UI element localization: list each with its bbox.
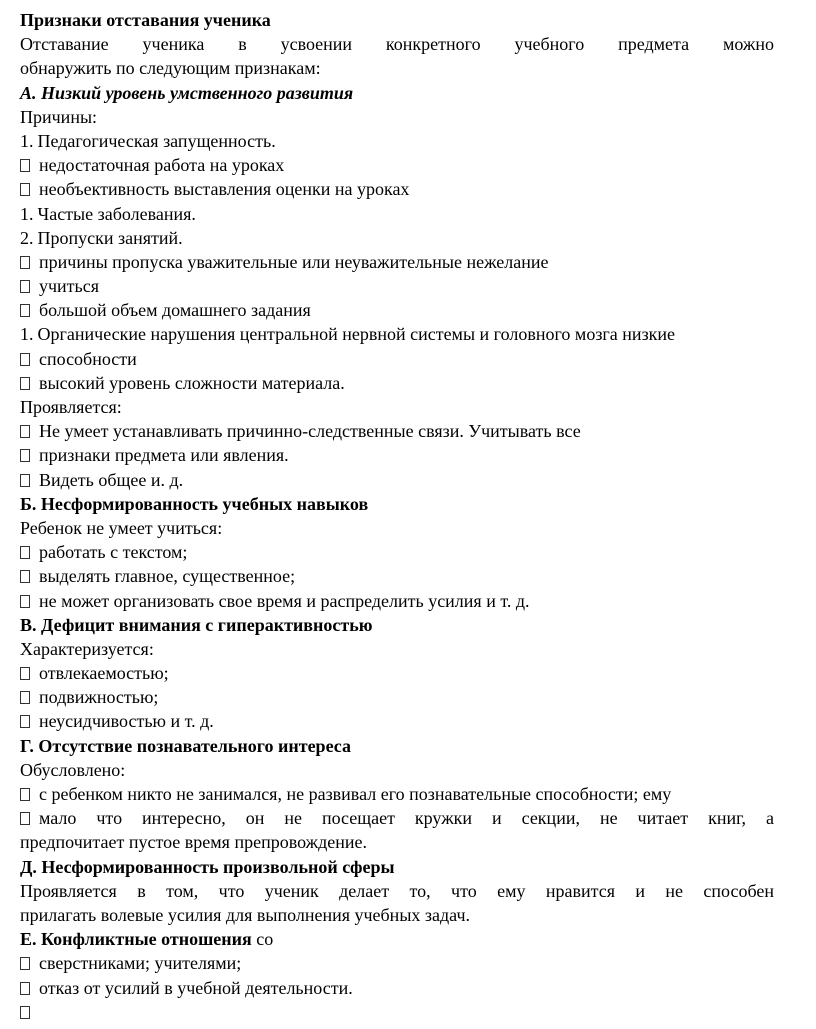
item-number: 1. — [20, 324, 34, 345]
bullet-square-icon — [20, 1006, 30, 1019]
bullet-text: Видеть общее и. д. — [39, 469, 184, 490]
continuation-line: предпочитает пустое время препровождение. — [20, 832, 367, 853]
section-e-line-1: Проявляется в том, что ученик делает то, что ему нравится и не способен — [20, 880, 774, 901]
section-e-heading: Д. Несформированность произвольной сферы — [20, 856, 395, 877]
bullet-text: сверстниками; учителями; — [39, 953, 242, 974]
bullet-square-icon — [20, 159, 30, 172]
bullet-square-icon — [20, 183, 30, 196]
bullet-text: высокий уровень сложности материала. — [39, 372, 345, 393]
bullet-item-justified — [20, 806, 774, 830]
bullet-square-icon — [20, 474, 30, 487]
bullet-text: большой объем домашнего задания — [39, 300, 311, 321]
section-b-heading: Б. Несформированность учебных навыков — [20, 493, 369, 514]
bullet-item — [20, 468, 774, 492]
bullet-square-icon — [20, 788, 30, 801]
bullet-item — [20, 298, 774, 322]
bullet-square-icon — [20, 812, 30, 825]
bullet-text: отказ от усилий в учебной деятельности. — [39, 977, 353, 998]
item-text: Педагогическая запущенность. — [37, 130, 276, 151]
bullet-item — [20, 589, 774, 613]
bullet-item — [20, 976, 774, 1000]
bullet-item — [20, 782, 774, 806]
numbered-item — [20, 322, 774, 346]
bullet-square-icon — [20, 425, 30, 438]
numbered-item — [20, 202, 774, 226]
item-number: 2. — [20, 227, 34, 248]
bullet-text: способности — [39, 348, 137, 369]
bullet-square-icon — [20, 377, 30, 390]
bullet-text: не может организовать свое время и распределить усилия и т. д. — [39, 590, 530, 611]
document-page — [20, 8, 774, 1024]
bullet-text: учиться — [39, 276, 100, 297]
bullet-text: необъективность выставления оценки на уроках — [39, 179, 410, 200]
section-d-lead: Обусловлено: — [20, 759, 126, 780]
intro-line-1: Отставание ученика в усвоении конкретного учебного предмета можно — [20, 34, 774, 55]
section-f-heading-tail: со — [251, 929, 274, 950]
bullet-square-icon — [20, 256, 30, 269]
bullet-item — [20, 540, 774, 564]
item-number: 1. — [20, 203, 34, 224]
item-text: Частые заболевания. — [37, 203, 196, 224]
bullet-square-icon — [20, 304, 30, 317]
section-a-heading: А. Низкий уровень умственного развития — [20, 82, 354, 103]
causes-label: Причины: — [20, 106, 98, 127]
bullet-item — [20, 661, 774, 685]
bullet-text: выделять главное, существенное; — [39, 566, 296, 587]
bullet-item — [20, 347, 774, 371]
bullet-square-icon — [20, 982, 30, 995]
section-c-lead: Характеризуется: — [20, 638, 154, 659]
bullet-square-icon — [20, 715, 30, 728]
bullet-item — [20, 250, 774, 274]
bullet-text: недостаточная работа на уроках — [39, 155, 285, 176]
bullet-text: отвлекаемостью; — [39, 663, 169, 684]
bullet-item — [20, 443, 774, 467]
bullet-square-icon — [20, 353, 30, 366]
bullet-square-icon — [20, 691, 30, 704]
section-b-lead: Ребенок не умеет учиться: — [20, 517, 223, 538]
bullet-item — [20, 564, 774, 588]
bullet-text: причины пропуска уважительные или неуважительные нежелание — [39, 251, 549, 272]
intro-line-2: обнаружить по следующим признакам: — [20, 58, 321, 79]
section-c-heading: В. Дефицит внимания с гиперактивностью — [20, 614, 373, 635]
numbered-item — [20, 129, 774, 153]
bullet-square-icon — [20, 595, 30, 608]
bullet-square-icon — [20, 957, 30, 970]
bullet-item-empty — [20, 1000, 774, 1024]
bullet-text: с ребенком никто не занимался, не развивал его познавательные способности; ему — [39, 784, 672, 804]
bullet-item — [20, 153, 774, 177]
section-e-line-2: прилагать волевые усилия для выполнения учебных задач. — [20, 904, 470, 925]
bullet-item — [20, 274, 774, 298]
bullet-square-icon — [20, 667, 30, 680]
bullet-square-icon — [20, 570, 30, 583]
bullet-text: неусидчивостью и т. д. — [39, 711, 214, 732]
bullet-item — [20, 685, 774, 709]
bullet-item — [20, 371, 774, 395]
numbered-item — [20, 226, 774, 250]
bullet-text: признаки предмета или явления. — [39, 445, 289, 466]
bullet-text: подвижностью; — [39, 687, 159, 708]
item-text: Органические нарушения центральной нервной системы и головного мозга низкие — [37, 324, 676, 345]
bullet-square-icon — [20, 546, 30, 559]
section-d-heading: Г. Отсутствие познавательного интереса — [20, 735, 351, 756]
manifest-label: Проявляется: — [20, 397, 122, 417]
bullet-item — [20, 419, 774, 443]
bullet-square-icon — [20, 449, 30, 462]
section-f-heading-line — [20, 927, 774, 951]
section-f-heading: Е. Конфликтные отношения — [20, 929, 252, 950]
bullet-item — [20, 709, 774, 733]
bullet-text: работать с текстом; — [39, 542, 188, 563]
bullet-text: Не умеет устанавливать причинно-следственные связи. Учитывать все — [39, 421, 581, 442]
bullet-text: мало что интересно, он не посещает кружки и секции, не читает книг, а — [39, 808, 774, 829]
bullet-item — [20, 177, 774, 201]
item-number: 1. — [20, 130, 34, 151]
bullet-item — [20, 951, 774, 975]
bullet-square-icon — [20, 280, 30, 293]
item-text: Пропуски занятий. — [37, 227, 183, 248]
document-title: Признаки отставания ученика — [20, 10, 271, 30]
